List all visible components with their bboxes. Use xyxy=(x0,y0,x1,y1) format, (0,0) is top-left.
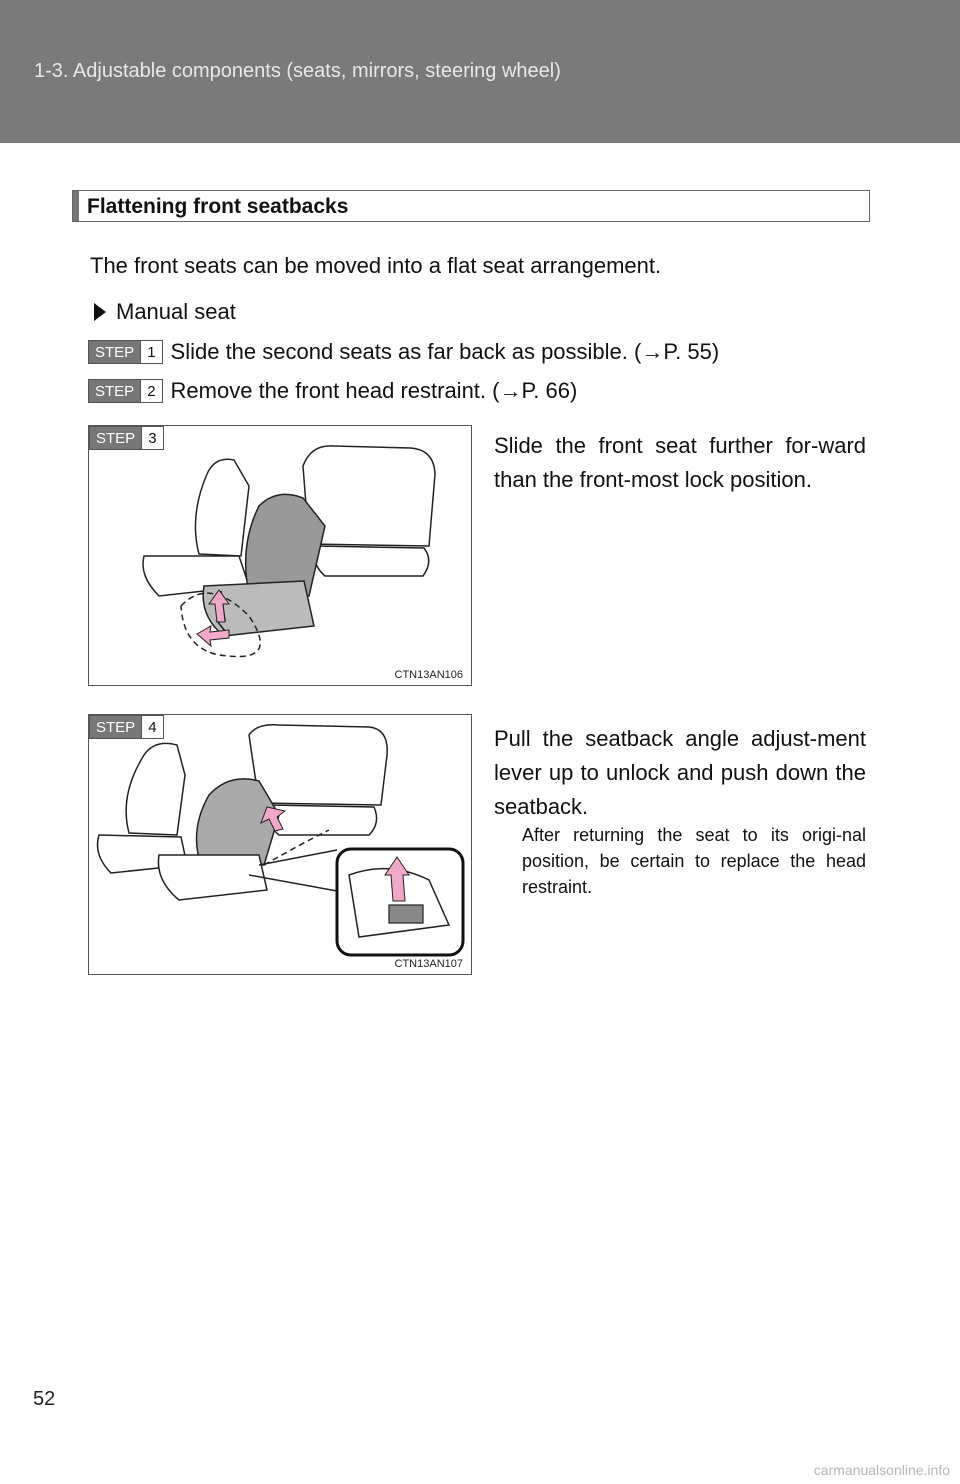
chapter-title: 1-3. Adjustable components (seats, mirrors, steering wheel) xyxy=(34,60,561,82)
manual-seat-text: Manual seat xyxy=(116,299,236,324)
step-badge xyxy=(88,379,163,403)
intro-text: The front seats can be moved into a flat seat arrangement. xyxy=(90,253,662,278)
figure-step-4 xyxy=(88,714,472,975)
seat-illustration-slide xyxy=(89,426,473,687)
figure-step-3 xyxy=(88,425,472,686)
step-4-text: Pull the seatback angle adjust-ment lever up to unlock and push down the seatback. xyxy=(494,726,866,819)
step-2 xyxy=(88,378,577,404)
step-badge-number: 1 xyxy=(140,341,161,363)
step-badge xyxy=(89,426,164,450)
section-accent xyxy=(73,191,79,221)
section-heading-box xyxy=(72,190,870,222)
manual-seat-label xyxy=(94,299,236,325)
step-badge xyxy=(88,340,163,364)
step-badge-label: STEP xyxy=(90,716,141,738)
triangle-bullet-icon xyxy=(94,303,106,321)
step-1 xyxy=(88,339,719,365)
step-badge-number: 3 xyxy=(141,427,162,449)
step-badge-label: STEP xyxy=(90,427,141,449)
watermark: carmanualsonline.info xyxy=(813,1462,950,1478)
page-number: 52 xyxy=(33,1388,56,1410)
step-badge-label: STEP xyxy=(89,341,140,363)
step-4-note: After returning the seat to its origi-nal position, be certain to replace the head restraint. xyxy=(522,825,866,897)
step-badge-number: 4 xyxy=(141,716,162,738)
figure-code: CTN13AN107 xyxy=(394,958,463,970)
step-text: Slide the second seats as far back as possible. (→P. 55) xyxy=(170,339,720,364)
step-3-text: Slide the front seat further for-ward than the front-most lock position. xyxy=(494,433,866,492)
step-badge xyxy=(89,715,164,739)
figure-code: CTN13AN106 xyxy=(394,669,463,681)
seat-illustration-lever xyxy=(89,715,473,976)
section-title: Flattening front seatbacks xyxy=(87,195,349,218)
header-bar xyxy=(0,0,960,143)
step-badge-number: 2 xyxy=(140,380,161,402)
step-text: Remove the front head restraint. (→P. 66) xyxy=(170,378,578,403)
step-badge-label: STEP xyxy=(89,380,140,402)
